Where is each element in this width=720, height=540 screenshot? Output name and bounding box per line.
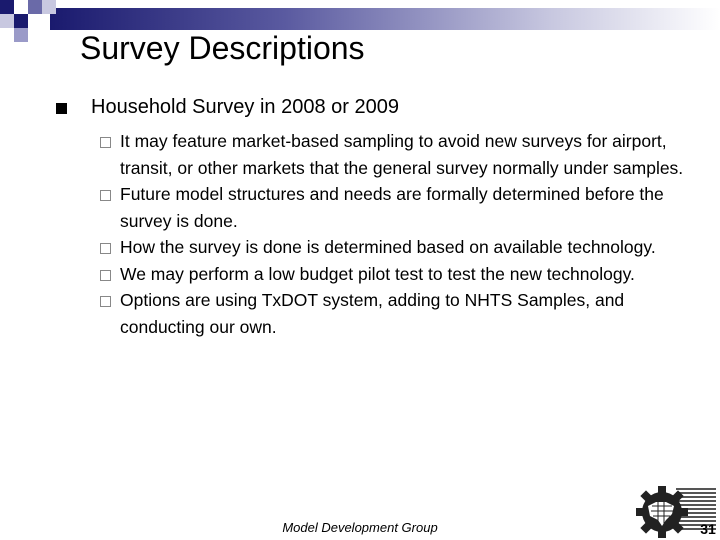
header-square <box>28 0 42 14</box>
sub-bullet-list <box>100 128 700 340</box>
gear-map-logo-icon <box>636 484 716 538</box>
header-square <box>0 14 14 28</box>
list-item <box>100 128 700 181</box>
main-bullet-text: Household Survey in 2008 or 2009 <box>91 96 399 118</box>
checkbox-bullet-icon <box>100 296 111 307</box>
header-square <box>28 14 42 28</box>
list-item-text: Options are using TxDOT system, adding to NHTS Samples, and conducting our own. <box>120 290 625 337</box>
page-title: Survey Descriptions <box>80 30 365 66</box>
list-item <box>100 181 700 234</box>
list-item <box>100 234 700 261</box>
square-bullet-icon <box>56 103 67 114</box>
list-item <box>100 261 700 288</box>
main-bullet <box>56 96 399 119</box>
header-square <box>0 0 14 14</box>
header-square <box>42 0 56 14</box>
checkbox-bullet-icon <box>100 270 111 281</box>
header-square <box>14 28 28 42</box>
list-item-text: How the survey is done is determined based on available technology. <box>120 237 656 257</box>
list-item-text: Future model structures and needs are formally determined before the survey is done. <box>120 184 664 231</box>
header-gradient-bar <box>50 8 720 30</box>
list-item <box>100 287 700 340</box>
checkbox-bullet-icon <box>100 190 111 201</box>
list-item-text: It may feature market-based sampling to avoid new surveys for airport, transit, or other markets that the general survey normally under samples. <box>120 131 684 178</box>
list-item-text: We may perform a low budget pilot test to test the new technology. <box>120 263 635 284</box>
page-number: 31 <box>700 521 716 537</box>
header-square <box>14 0 28 14</box>
checkbox-bullet-icon <box>100 137 111 148</box>
footer-text: Model Development Group <box>282 520 438 535</box>
checkbox-bullet-icon <box>100 243 111 254</box>
header-square <box>14 14 28 28</box>
